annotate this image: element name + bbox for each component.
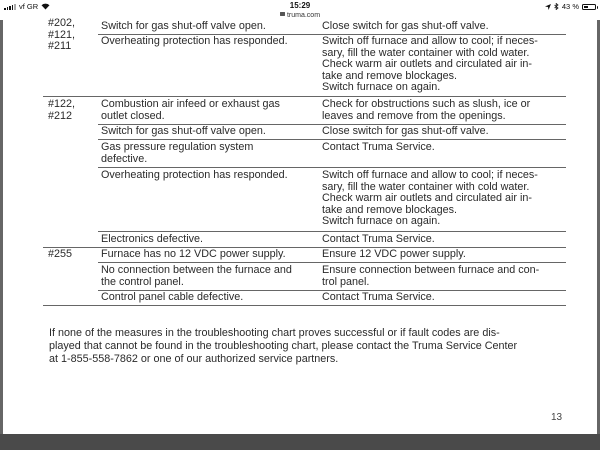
cause-cell: Switch for gas shut-off valve open. bbox=[101, 20, 266, 32]
document-page bbox=[0, 17, 600, 450]
cause-cell: Control panel cable defective. bbox=[101, 291, 244, 303]
status-right bbox=[545, 2, 596, 11]
cause-cell: Overheating protection has responded. bbox=[101, 35, 288, 47]
status-bar bbox=[0, 0, 600, 12]
battery-level bbox=[584, 6, 588, 8]
row-divider bbox=[98, 231, 566, 232]
remedy-cell: Ensure connection between furnace and con- trol panel. bbox=[322, 264, 540, 288]
page-number: 13 bbox=[551, 412, 563, 423]
battery-percent: 43 % bbox=[561, 2, 579, 11]
cause-cell: Switch for gas shut-off valve open. bbox=[101, 125, 266, 137]
row-divider bbox=[98, 262, 566, 263]
remedy-cell: Switch off furnace and allow to cool; if neces- sary, fill the water container with cold water. Check warm air outlets and circulated air in- take and remove blockages. Switch furnace on again. bbox=[322, 35, 538, 93]
remedy-cell: Contact Truma Service. bbox=[322, 141, 435, 153]
fault-code: #202, #121, #211 bbox=[48, 17, 76, 52]
remedy-cell: Ensure 12 VDC power supply. bbox=[322, 248, 466, 260]
cause-cell: Electronics defective. bbox=[101, 233, 204, 245]
remedy-cell: Check for obstructions such as slush, ice or leaves and remove from the openings. bbox=[322, 98, 531, 122]
remedy-cell: Switch off furnace and allow to cool; if neces- sary, fill the water container with cold water. Check warm air outlets and circulated air in- take and remove blockages. Switch furnace on again. bbox=[322, 169, 538, 227]
lock-icon bbox=[280, 12, 285, 16]
cause-cell: Gas pressure regulation system defective. bbox=[101, 141, 254, 165]
location-icon bbox=[545, 4, 551, 10]
battery-icon bbox=[582, 4, 596, 10]
bottom-toolbar bbox=[0, 434, 600, 450]
cause-cell: Overheating protection has responded. bbox=[101, 169, 288, 181]
url-domain: truma.com bbox=[286, 12, 321, 19]
remedy-cell: Contact Truma Service. bbox=[322, 233, 435, 245]
bluetooth-icon bbox=[554, 3, 559, 10]
row-divider bbox=[98, 139, 566, 140]
remedy-cell: Close switch for gas shut-off valve. bbox=[322, 125, 489, 137]
status-time: 15:29 bbox=[289, 1, 311, 10]
group-divider bbox=[43, 96, 566, 97]
remedy-cell: Close switch for gas shut-off valve. bbox=[322, 20, 489, 32]
carrier-label: vf GR bbox=[18, 2, 39, 11]
cause-cell: No connection between the furnace and the control panel. bbox=[101, 264, 292, 288]
table-bottom-border bbox=[43, 305, 566, 306]
remedy-cell: Contact Truma Service. bbox=[322, 291, 435, 303]
contact-note: If none of the measures in the troubleshooting chart proves successful or if fault codes are dis- played that cannot be found in the troubleshooting chart, please contact the Truma Service Center at 1-855-558-7862 or one of our authorized service partners. bbox=[49, 327, 518, 365]
cause-cell: Furnace has no 12 VDC power supply. bbox=[101, 248, 286, 260]
fault-code: #255 bbox=[48, 248, 73, 260]
row-divider bbox=[98, 167, 566, 168]
fault-code: #122, #212 bbox=[48, 98, 76, 122]
cause-cell: Combustion air infeed or exhaust gas outlet closed. bbox=[101, 98, 280, 122]
